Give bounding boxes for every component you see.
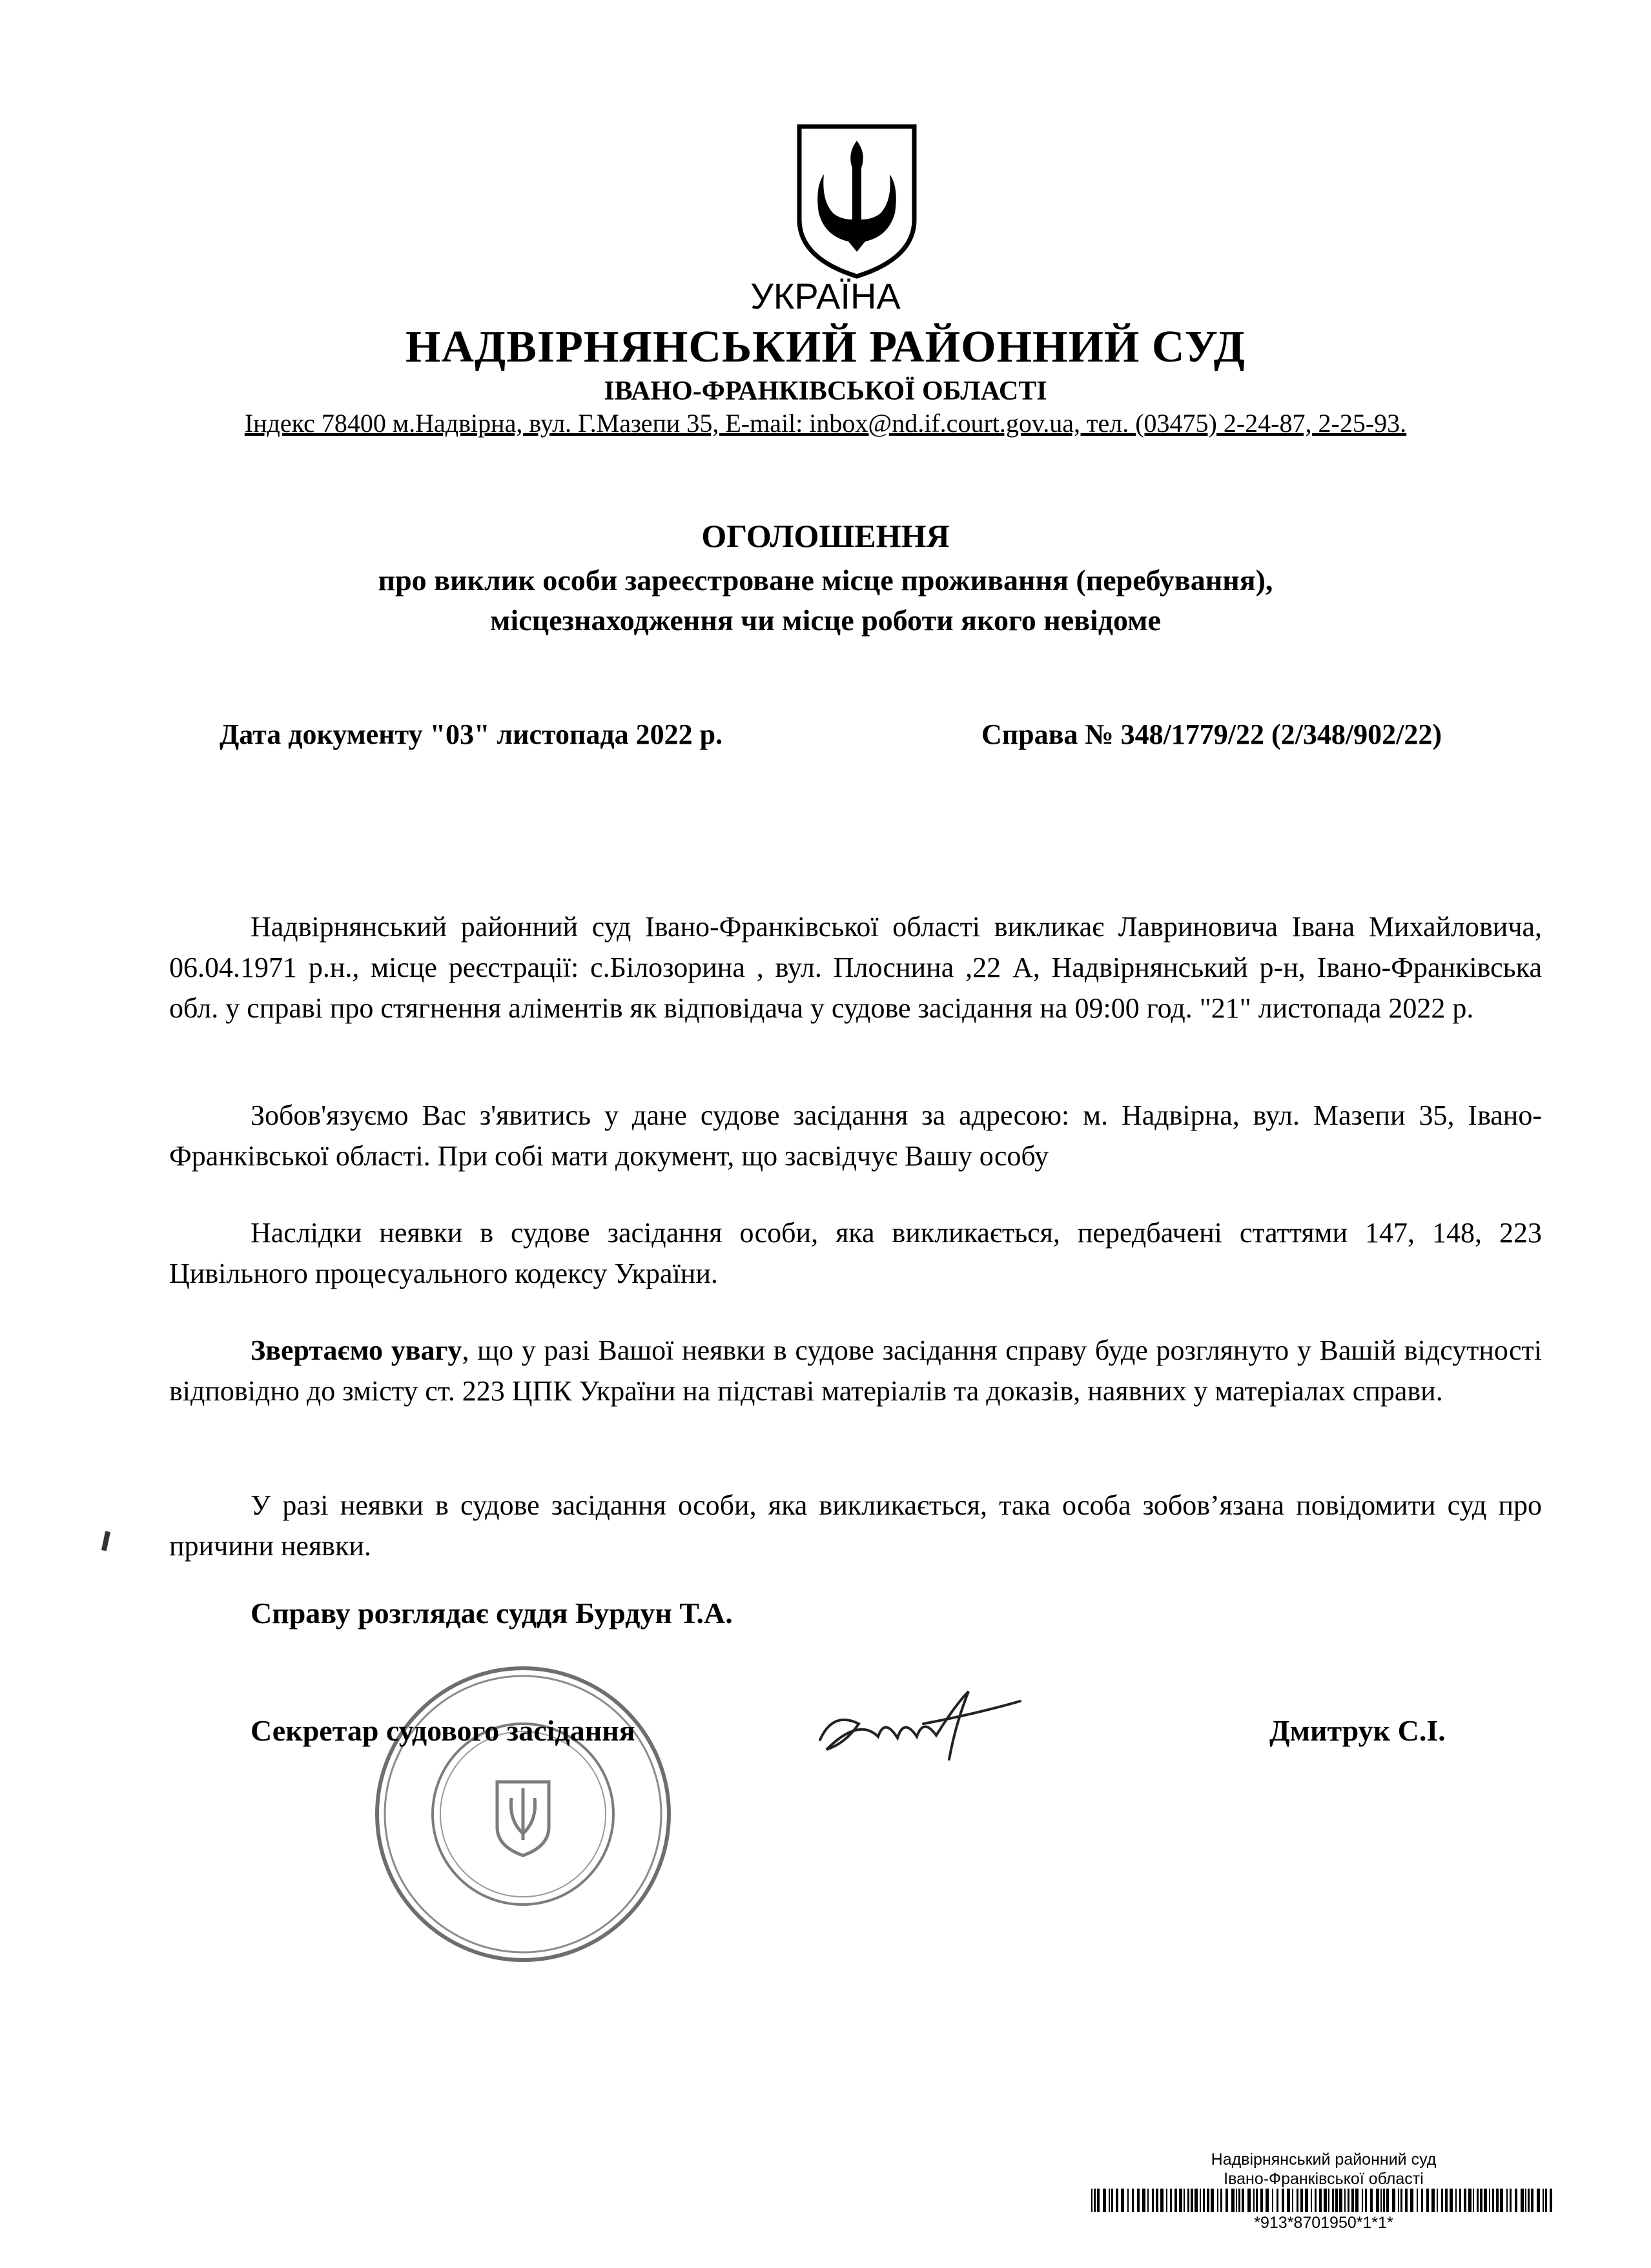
court-address: Індекс 78400 м.Надвірна, вул. Г.Мазепи 35, E-mail: inbox@nd.if.court.gov.ua, тел. (03475) 2-24-87, 2-25-93. <box>244 409 1407 438</box>
barcode-bar <box>1480 2189 1482 2212</box>
barcode-bar <box>1332 2189 1334 2212</box>
barcode-bar <box>1191 2189 1193 2212</box>
scan-mark <box>101 1531 110 1551</box>
notice-text: , що у разі Вашої неявки в судове засідання справу буде розглянуто у Вашій відсутності відповідно до змісту ст. 223 ЦПК України на підставі матеріалів та доказів, наявних у матеріалах справи. <box>169 1334 1542 1407</box>
document-subtitle-line1: про виклик особи зареєстроване місце проживання (перебування), <box>378 564 1273 597</box>
barcode-bar <box>1220 2189 1222 2212</box>
barcode-bar <box>1484 2189 1487 2212</box>
barcode-bar <box>1525 2189 1526 2212</box>
barcode-bar <box>1094 2189 1096 2212</box>
footer-line2: Івано-Франківської області <box>1224 2170 1424 2188</box>
handwritten-signature <box>807 1679 1027 1762</box>
secretary-name: Дмитрук С.І. <box>1269 1714 1446 1747</box>
paragraph-obligation: Зобов'язуємо Вас з'явитись у дане судове засідання за адресою: м. Надвірна, вул. Мазепи 35, Івано-Франківської області. При собі мати документ, що засвідчує Вашу особу <box>169 1099 1542 1172</box>
trident-coat-of-arms-icon <box>795 123 918 280</box>
barcode-bar <box>1473 2189 1474 2212</box>
barcode-bar <box>1097 2189 1100 2212</box>
barcode-bar <box>1287 2189 1290 2212</box>
court-seal-stamp <box>368 1659 678 1969</box>
barcode-bar <box>1398 2189 1399 2212</box>
footer-line1: Надвірнянський районний суд <box>1211 2151 1437 2169</box>
barcode-bar <box>1515 2189 1517 2212</box>
barcode-bar <box>1543 2189 1544 2212</box>
document-heading: ОГОЛОШЕННЯ <box>701 518 950 554</box>
country-name: УКРАЇНА <box>750 276 901 316</box>
barcode-bar <box>1195 2189 1198 2212</box>
barcode-bar <box>1468 2189 1472 2212</box>
barcode-bar <box>1091 2189 1092 2212</box>
barcode-bar <box>1160 2189 1164 2212</box>
barcode-bar <box>1464 2189 1466 2212</box>
barcode-bar <box>1348 2189 1349 2212</box>
barcode-bar <box>1184 2189 1185 2212</box>
judge-line: Справу розглядає суддя Бурдун Т.А. <box>251 1597 733 1629</box>
barcode-bar <box>1510 2189 1512 2212</box>
barcode-bar <box>1300 2189 1303 2212</box>
barcode-bar <box>1477 2189 1479 2212</box>
barcode-bar <box>1211 2189 1214 2212</box>
barcode-bar <box>1328 2189 1329 2212</box>
barcode-bar <box>1147 2189 1149 2212</box>
court-name: НАДВІРНЯНСЬКИЙ РАЙОННИЙ СУД <box>405 322 1246 372</box>
barcode-bar <box>1528 2189 1530 2212</box>
court-region: ІВАНО-ФРАНКІВСЬКОЇ ОБЛАСТІ <box>604 376 1047 406</box>
barcode-bar <box>1550 2189 1552 2212</box>
barcode-bar <box>1426 2189 1429 2212</box>
barcode-bar <box>1266 2189 1269 2212</box>
barcode-bar <box>1272 2189 1273 2212</box>
barcode-bar <box>1355 2189 1359 2212</box>
barcode-bar <box>1319 2189 1322 2212</box>
barcode-bar <box>1111 2189 1113 2212</box>
barcode-bar <box>1260 2189 1263 2212</box>
barcode-bar <box>1166 2189 1167 2212</box>
barcode-bar <box>1207 2189 1209 2212</box>
barcode-bar <box>1305 2189 1308 2212</box>
footer-court-label <box>1091 2150 1556 2189</box>
secretary-title: Секретар судового засідання <box>251 1714 635 1747</box>
barcode-bar <box>1187 2189 1189 2212</box>
barcode-bar <box>1200 2189 1201 2212</box>
barcode-bar <box>1203 2189 1205 2212</box>
barcode-number: *913*8701950*1*1* <box>1254 2214 1393 2232</box>
barcode-bar <box>1324 2189 1327 2212</box>
barcode-bar <box>1351 2189 1354 2212</box>
barcode-bar <box>1315 2189 1317 2212</box>
barcode-bar <box>1170 2189 1172 2212</box>
barcode-bar <box>1400 2189 1402 2212</box>
barcode-bar <box>1410 2189 1413 2212</box>
paragraph-consequences: Наслідки неявки в судове засідання особи, яка викликається, передбачені статтями 147, 148, 223 Цивільного процесуального кодексу України. <box>169 1217 1542 1289</box>
barcode-bar <box>1421 2189 1423 2212</box>
barcode-bar <box>1242 2189 1244 2212</box>
barcode-bar <box>1344 2189 1346 2212</box>
barcode-bar <box>1103 2189 1106 2212</box>
barcode-bar <box>1376 2189 1379 2212</box>
barcode-bar <box>1174 2189 1177 2212</box>
barcode-bar <box>1441 2189 1443 2212</box>
barcode-bar <box>1256 2189 1258 2212</box>
barcode-bar <box>1217 2189 1218 2212</box>
barcode-bar <box>1236 2189 1237 2212</box>
barcode-bar <box>1365 2189 1367 2212</box>
barcode-bar <box>1179 2189 1182 2212</box>
barcode-bar <box>1109 2189 1110 2212</box>
barcode-bar <box>1506 2189 1508 2212</box>
document-date: Дата документу "03" листопада 2022 р. <box>220 719 723 750</box>
barcode-bar <box>1459 2189 1461 2212</box>
barcode-bar <box>1521 2189 1524 2212</box>
barcode-bar <box>1386 2189 1389 2212</box>
barcode-bar <box>1492 2189 1494 2212</box>
barcode-bar <box>1127 2189 1129 2212</box>
barcode-bar <box>1437 2189 1438 2212</box>
barcode-bar <box>1277 2189 1278 2212</box>
barcode-bar <box>1156 2189 1158 2212</box>
barcode-bar <box>1231 2189 1235 2212</box>
barcode-bar <box>1431 2189 1435 2212</box>
notice-emphasis: Звертаємо увагу <box>251 1334 462 1366</box>
barcode-bar <box>1292 2189 1293 2212</box>
barcode-bar <box>1383 2189 1385 2212</box>
document-subtitle-line2: місцезнаходження чи місце роботи якого невідоме <box>490 604 1161 637</box>
barcode-bar <box>1311 2189 1312 2212</box>
barcode-bar <box>1297 2189 1298 2212</box>
barcode-bar <box>1238 2189 1240 2212</box>
case-number: Справа № 348/1779/22 (2/348/902/22) <box>981 719 1442 750</box>
barcode-bar <box>1445 2189 1448 2212</box>
barcode-bar <box>1450 2189 1453 2212</box>
barcode-bar <box>1500 2189 1503 2212</box>
barcode-bar <box>1116 2189 1118 2212</box>
barcode-bar <box>1152 2189 1154 2212</box>
barcode-bar <box>1370 2189 1373 2212</box>
barcode-bar <box>1531 2189 1533 2212</box>
barcode-bar <box>1392 2189 1395 2212</box>
barcode-bar <box>1137 2189 1140 2212</box>
barcode-bar <box>1380 2189 1382 2212</box>
barcode-bar <box>1247 2189 1251 2212</box>
barcode-bar <box>1496 2189 1499 2212</box>
barcode-bar <box>1121 2189 1124 2212</box>
barcode-bar <box>1132 2189 1134 2212</box>
barcode-bar <box>1417 2189 1418 2212</box>
barcode-bar <box>1142 2189 1145 2212</box>
barcode-bar <box>1339 2189 1342 2212</box>
barcode-icon <box>1091 2189 1556 2212</box>
barcode-bar <box>1489 2189 1490 2212</box>
barcode-bar <box>1362 2189 1363 2212</box>
paragraph-summons: Надвірнянський районний суд Івано-Франківської області викликає Лавриновича Івана Михайловича, 06.04.1971 р.н., місце реєстрації: с.Білозорина , вул. Плоснина ,22 А, Надвірнянський р-н, Івано-Франківська обл. у справі про стягнення аліментів як відповідача у судове засідання на 09:00 год. "21" листопада 2022 р. <box>169 911 1542 1024</box>
barcode-bar <box>1545 2189 1547 2212</box>
barcode-bar <box>1225 2189 1228 2212</box>
barcode-bar <box>1537 2189 1540 2212</box>
barcode-bar <box>1253 2189 1255 2212</box>
barcode-bar <box>1282 2189 1284 2212</box>
paragraph-absence: У разі неявки в судове засідання особи, яка викликається, така особа зобов’язана повідомити суд про причини неявки. <box>169 1489 1542 1562</box>
barcode-bar <box>1455 2189 1457 2212</box>
barcode-bar <box>1335 2189 1338 2212</box>
barcode-bar <box>1405 2189 1408 2212</box>
paragraph-notice <box>169 1330 1542 1411</box>
